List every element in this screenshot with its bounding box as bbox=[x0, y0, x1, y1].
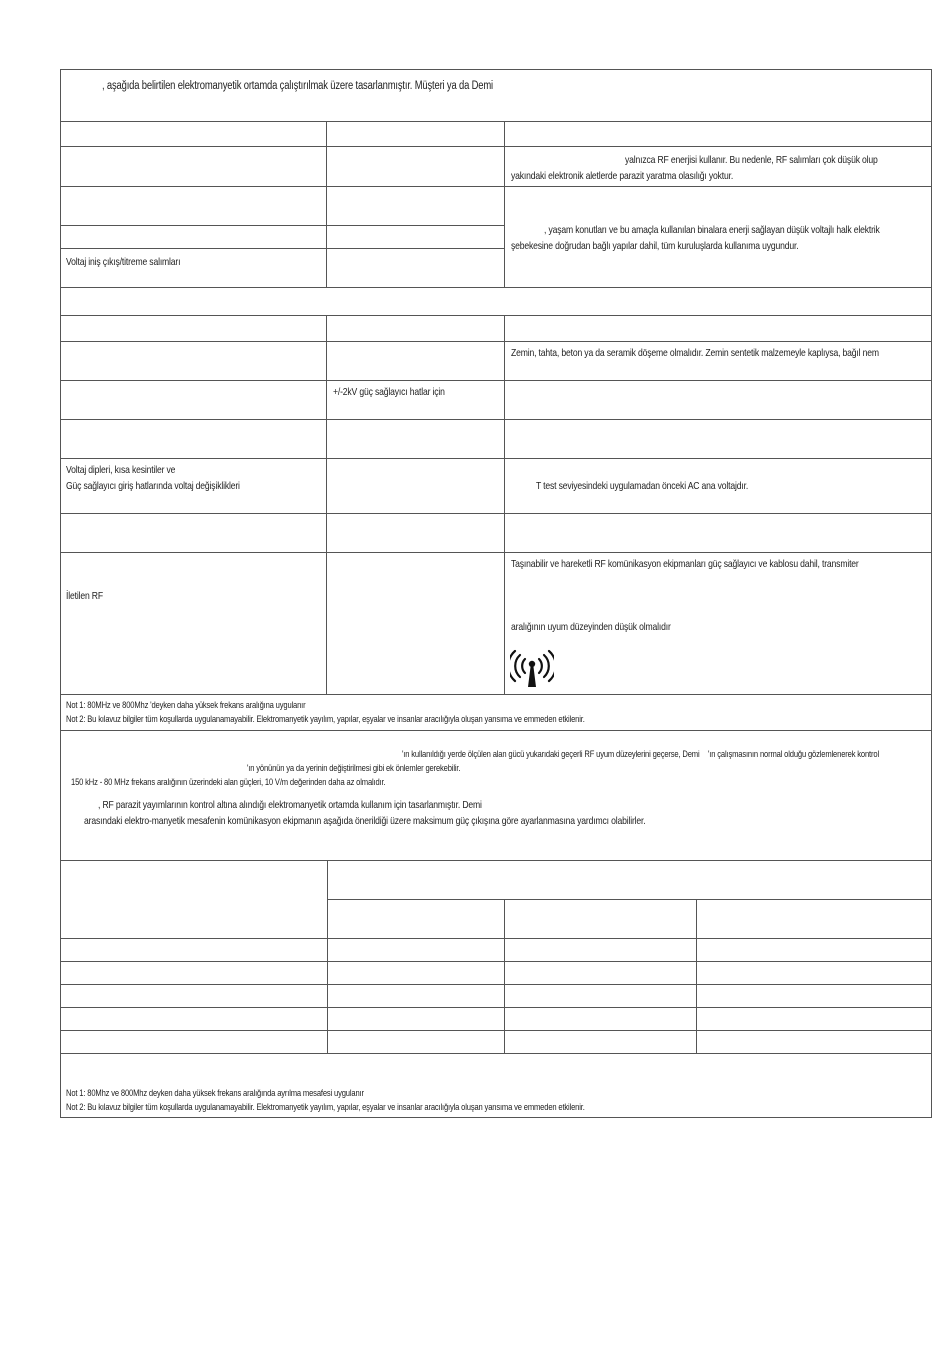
table-rule bbox=[60, 552, 932, 553]
table-rule bbox=[60, 248, 504, 249]
column-rule bbox=[326, 121, 327, 288]
table-rule bbox=[60, 419, 932, 420]
column-rule bbox=[327, 860, 328, 1053]
column-rule bbox=[504, 121, 505, 288]
table-rule bbox=[327, 899, 932, 900]
column-rule bbox=[504, 315, 505, 694]
power-lines-level: +/-2kV güç sağlayıcı hatlar için bbox=[333, 386, 445, 398]
rf-guidance-text: 150 kHz - 80 MHz frekans aralığının üzerindeki alan güçleri, 10 V/m değerinden daha az olmalıdır. bbox=[71, 777, 386, 788]
rf-guidance-text: 'ın kullanıldığı yerde ölçülen alan gücü yukarıdaki geçerli RF uyum düzeylerini geçerse, Demi bbox=[402, 749, 700, 760]
immunity-note-1: Not 1: 80MHz ve 800Mhz 'deyken daha yüksek frekans aralığına uygulanır bbox=[66, 700, 306, 711]
portable-rf-note: aralığının uyum düzeyinden düşük olmalıdır bbox=[511, 621, 671, 633]
voltage-dips-label: Voltaj dipleri, kısa kesintiler ve bbox=[66, 464, 176, 476]
column-rule bbox=[504, 899, 505, 1053]
table-rule bbox=[60, 961, 932, 962]
table-rule bbox=[60, 458, 932, 459]
emissions-table bbox=[60, 69, 932, 288]
non-ionizing-radiation-icon bbox=[510, 649, 554, 689]
table-rule bbox=[60, 121, 932, 122]
rf-guidance-text: , RF parazit yayımlarının kontrol altına alındığı elektromanyetik ortamda kullanım için tasarlanmıştır. Demi bbox=[98, 799, 482, 811]
suitability-desc: , yaşam konutları ve bu amaçla kullanılan binalara enerji sağlayan düşük voltajlı halk elektrik bbox=[544, 224, 880, 236]
voltage-dips-label: Güç sağlayıcı giriş hatlarında voltaj değişiklikleri bbox=[66, 480, 240, 492]
column-rule bbox=[696, 899, 697, 1053]
floor-note: Zemin, tahta, beton ya da seramik döşeme olmalıdır. Zemin sentetik malzemeyle kaplıysa, bağıl nem bbox=[511, 347, 879, 359]
separation-note-1: Not 1: 80Mhz ve 800Mhz deyken daha yüksek frekans aralığında ayrılma mesafesi uygulanır bbox=[66, 1088, 364, 1099]
table-rule bbox=[60, 186, 932, 187]
table-rule bbox=[60, 146, 932, 147]
separation-note-2: Not 2: Bu kılavuz bilgiler tüm koşullarda uygulanamayabilir. Elektromanyetik yayılım, yapılar, eşyalar ve insanlar aracılığıyla oluşan yansıma ve emmeden etkilenir. bbox=[66, 1102, 585, 1113]
suitability-desc: şebekesine doğrudan bağlı yapılar dahil, tüm kuruluşlarda kullanıma uygundur. bbox=[511, 240, 799, 252]
portable-rf-note: Taşınabilir ve hareketli RF komünikasyon ekipmanları güç sağlayıcı ve kablosu dahil, transmiter bbox=[511, 558, 859, 570]
table-rule bbox=[60, 380, 932, 381]
rf-emission-desc: yalnızca RF enerjisi kullanır. Bu nedenle, RF salımları çok düşük olup bbox=[625, 154, 878, 166]
emissions-intro: , aşağıda belirtilen elektromanyetik ortamda çalıştırılmak üzere tasarlanmıştır. Müşteri ya da Demi bbox=[102, 80, 493, 92]
table-rule bbox=[60, 938, 932, 939]
table-rule bbox=[60, 1007, 932, 1008]
table-rule bbox=[60, 315, 932, 316]
conducted-rf-label: İletilen RF bbox=[66, 590, 103, 602]
immunity-note-2: Not 2: Bu kılavuz bilgiler tüm koşullarda uygulanamayabilir. Elektromanyetik yayılım, yapılar, eşyalar ve insanlar aracılığıyla oluşan yansıma ve emmeden etkilenir. bbox=[66, 714, 585, 725]
flicker-label: Voltaj iniş çıkış/titreme salımları bbox=[66, 256, 181, 268]
column-rule bbox=[326, 315, 327, 694]
ut-note: T test seviyesindeki uygulamadan önceki AC ana voltajdır. bbox=[536, 480, 749, 492]
rf-guidance-text: 'ın çalışmasının normal olduğu gözlemlenerek kontrol bbox=[708, 749, 879, 760]
rf-guidance-text: arasındaki elektro-manyetik mesafenin komünikasyon ekipmanın aşağıda önerildiği üzere maksimum güç çıkışına göre ayarlanmasına yardımcı olabilirler. bbox=[84, 815, 646, 827]
table-rule bbox=[60, 984, 932, 985]
table-rule bbox=[60, 694, 932, 695]
table-rule bbox=[60, 1030, 932, 1031]
rf-emission-desc: yakındaki elektronik aletlerde parazit yaratma olasılığı yoktur. bbox=[511, 170, 734, 182]
table-rule bbox=[60, 341, 932, 342]
table-rule bbox=[60, 1053, 932, 1054]
table-rule bbox=[60, 513, 932, 514]
rf-guidance-text: 'ın yönünün ya da yerinin değiştirilmesi gibi ek önlemler gerekebilir. bbox=[247, 763, 461, 774]
table-rule bbox=[60, 225, 504, 226]
